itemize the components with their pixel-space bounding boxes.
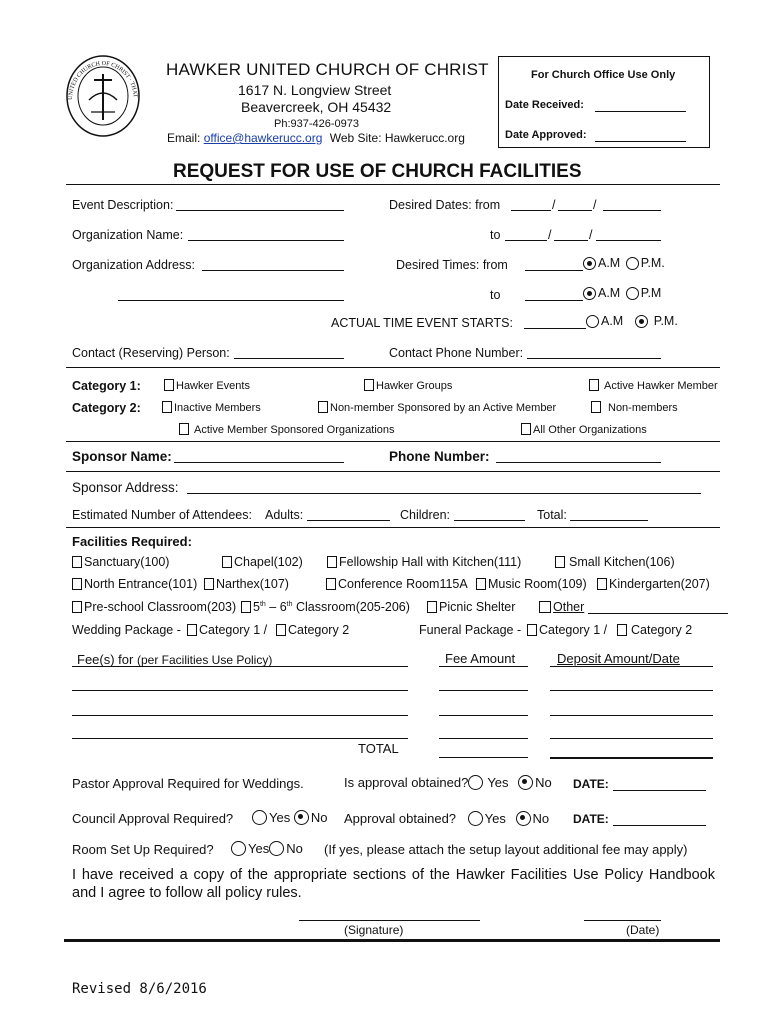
signature-label: (Signature) (344, 923, 404, 937)
date-from-year[interactable] (603, 210, 661, 211)
date-to-day[interactable] (554, 240, 588, 241)
facility-sanctuary[interactable] (72, 555, 169, 569)
checkbox[interactable] (179, 423, 189, 435)
facility-music[interactable] (476, 577, 587, 591)
contact-phone-field[interactable] (527, 358, 661, 359)
funeral-package-label: Funeral Package - (419, 623, 522, 637)
cat-all-other-orgs[interactable] (521, 423, 647, 436)
superscript: th (259, 600, 266, 608)
facility-small-kitchen[interactable] (555, 555, 675, 569)
cat-active-member-orgs[interactable] (179, 423, 395, 436)
checkbox[interactable] (539, 601, 551, 613)
cat-inactive-members[interactable] (162, 401, 261, 414)
date-label: (Date) (626, 923, 660, 937)
option-label: All Other Organizations (533, 424, 647, 436)
time-to-pm-radio[interactable] (626, 287, 639, 300)
checkbox[interactable] (589, 379, 599, 391)
fees-for-text: Fee(s) for (77, 652, 134, 667)
council-required (252, 810, 327, 825)
room-setup-label: Room Set Up Required? (72, 842, 214, 857)
church-name: HAWKER UNITED CHURCH OF CHRIST (166, 60, 489, 79)
option-label: Chapel(102) (234, 555, 303, 569)
pastor-date-field[interactable] (613, 790, 706, 791)
org-address-label: Organization Address: (72, 258, 195, 272)
pastor-date-label: DATE: (573, 777, 609, 791)
fees-for-header-line (72, 666, 408, 667)
checkbox[interactable] (204, 578, 214, 590)
checkbox[interactable] (527, 624, 537, 636)
title-underline (66, 184, 720, 185)
section-divider-2 (66, 441, 720, 442)
date-field[interactable] (584, 920, 661, 921)
category-1-label: Category 1: (72, 379, 141, 393)
superscript: th (286, 600, 293, 608)
option-label: Non-member Sponsored by an Active Member (330, 402, 557, 414)
fee-row-1-amount[interactable] (439, 690, 528, 691)
pastor-no-radio[interactable] (518, 775, 533, 790)
total-label: Total: (537, 508, 567, 522)
facility-picnic[interactable] (427, 600, 515, 614)
total-field[interactable] (570, 520, 648, 521)
option-label: Classroom(205-206) (292, 600, 410, 614)
date-approved-field[interactable] (595, 141, 686, 142)
org-name-field[interactable] (188, 240, 344, 241)
time-to-ampm (583, 286, 661, 300)
checkbox[interactable] (241, 601, 251, 613)
other-field[interactable] (588, 613, 728, 614)
option-label: Non-members (608, 402, 678, 414)
option-label: – 6 (265, 600, 287, 614)
option-label: Conference Room115A (338, 577, 468, 591)
fee-row-2-desc[interactable] (72, 715, 408, 716)
wedding-cat2[interactable] (276, 623, 349, 637)
signature-field[interactable] (299, 920, 480, 921)
sponsor-name-label: Sponsor Name: (72, 449, 172, 464)
contact-phone-label: Contact Phone Number: (389, 346, 524, 360)
event-description-label: Event Description: (72, 198, 174, 212)
cat-non-members[interactable] (591, 401, 678, 414)
pm-label: P.M. (653, 314, 678, 328)
cat-active-member[interactable] (589, 379, 718, 392)
contact-person-label: Contact (Reserving) Person: (72, 346, 230, 360)
checkbox[interactable] (617, 624, 627, 636)
children-label: Children: (400, 508, 451, 522)
option-label: Music Room(109) (488, 577, 587, 591)
church-city: Beavercreek, OH 45432 (241, 99, 392, 115)
council-approval-label: Council Approval Required? (72, 811, 234, 826)
dates-to-label: to (490, 228, 501, 242)
sponsor-address-label: Sponsor Address: (72, 480, 179, 495)
sponsor-address-field[interactable] (187, 493, 701, 494)
section-divider-4 (66, 527, 720, 528)
funeral-cat2[interactable] (617, 623, 692, 637)
pastor-yes-radio[interactable] (468, 775, 483, 790)
actual-start-label: ACTUAL TIME EVENT STARTS: (331, 316, 513, 330)
fees-total-deposit[interactable] (550, 757, 713, 759)
council-obtained-yes-radio[interactable] (468, 811, 483, 826)
setup-no-radio[interactable] (269, 841, 284, 856)
approval-obtained-label: Approval obtained? (344, 811, 457, 826)
deposit-header-line (550, 666, 713, 667)
yes-label: Yes (248, 841, 270, 856)
actual-am-radio[interactable] (586, 315, 599, 328)
fee-amount-header: Fee Amount (445, 651, 516, 666)
yes-label: Yes (487, 775, 509, 790)
no-label: No (286, 841, 303, 856)
date-received-field[interactable] (595, 111, 686, 112)
deposit-header: Deposit Amount/Date (557, 651, 680, 666)
email-link[interactable]: office@hawkerucc.org (203, 131, 323, 145)
pm-label: P.M (640, 286, 662, 300)
checkbox[interactable] (72, 578, 82, 590)
fee-row-3-desc[interactable] (72, 738, 408, 739)
option-label: North Entrance(101) (84, 577, 198, 591)
date-slash-4: / (589, 228, 593, 242)
web-label: Web Site: (329, 131, 382, 145)
facility-other[interactable] (539, 600, 584, 614)
council-yes-radio[interactable] (252, 810, 267, 825)
am-label: A.M (598, 256, 621, 270)
facility-fellowship[interactable] (327, 555, 521, 569)
date-received-label: Date Received: (505, 99, 584, 111)
option-label: Hawker Events (176, 380, 250, 392)
checkbox[interactable] (327, 556, 337, 568)
fees-policy-text: (per Facilities Use Policy) (136, 653, 273, 667)
facility-preschool[interactable] (72, 600, 236, 614)
sponsor-name-field[interactable] (174, 462, 344, 463)
section-divider-3 (66, 471, 720, 472)
time-from-am-radio[interactable] (583, 257, 596, 270)
time-to-field[interactable] (525, 300, 583, 301)
am-label: A.M (601, 314, 624, 328)
fee-row-1-desc[interactable] (72, 690, 408, 691)
fee-amount-header-line (439, 666, 528, 667)
fee-row-3-amount[interactable] (439, 738, 528, 739)
option-label: Active Member Sponsored Organizations (194, 424, 395, 436)
contact-line (167, 131, 465, 145)
date-from-day[interactable] (558, 210, 592, 211)
option-label: Hawker Groups (376, 380, 453, 392)
fee-row-2-amount[interactable] (439, 715, 528, 716)
times-to-label: to (490, 288, 501, 302)
no-label: No (535, 775, 552, 790)
email-label: Email: (167, 131, 201, 145)
checkbox[interactable] (427, 601, 437, 613)
fees-total-amount[interactable] (439, 757, 528, 758)
facility-narthex[interactable] (204, 577, 289, 591)
org-address-field-1[interactable] (202, 270, 344, 271)
option-label: 5 (253, 600, 260, 614)
checkbox[interactable] (476, 578, 486, 590)
checkbox[interactable] (72, 601, 82, 613)
room-setup-options (231, 841, 303, 856)
cat-nonmember-sponsored[interactable] (318, 401, 556, 414)
section-divider-1 (66, 367, 720, 368)
council-obtained-no-radio[interactable] (516, 811, 531, 826)
yes-label: Yes (269, 810, 291, 825)
fee-row-2-deposit[interactable] (550, 715, 713, 716)
actual-start-ampm (586, 314, 678, 328)
option-label: Fellowship Hall with Kitchen(111) (339, 555, 522, 569)
church-phone: Ph:937-426-0973 (274, 118, 360, 130)
checkbox[interactable] (187, 624, 197, 636)
setup-note: (If yes, please attach the setup layout additional fee may apply) (324, 842, 688, 857)
church-seal (64, 54, 142, 138)
council-obtained (344, 811, 549, 826)
fee-row-3-deposit[interactable] (550, 738, 713, 739)
facility-conference[interactable] (326, 577, 468, 591)
attendees-label: Estimated Number of Attendees: (72, 508, 252, 522)
checkbox[interactable] (597, 578, 607, 590)
church-street: 1617 N. Longview Street (238, 82, 392, 98)
checkbox[interactable] (276, 624, 286, 636)
org-address-field-2[interactable] (118, 300, 344, 301)
time-to-am-radio[interactable] (583, 287, 596, 300)
fees-for-label (77, 652, 272, 667)
adults-label: Adults: (265, 508, 304, 522)
council-date-label: DATE: (573, 812, 609, 826)
facilities-heading: Facilities Required: (72, 534, 192, 549)
agreement-text: I have received a copy of the appropriate sections of the Hawker Facilities Use Policy Handbook and I agree to follow all policy rules. (72, 867, 715, 901)
bottom-rule (64, 939, 720, 942)
yes-label: Yes (484, 811, 506, 826)
am-label: A.M (598, 286, 621, 300)
facility-kindergarten[interactable] (597, 577, 710, 591)
org-name-label: Organization Name: (72, 228, 184, 242)
date-slash-1: / (552, 198, 556, 212)
facility-north-entrance[interactable] (72, 577, 197, 591)
option-label: Inactive Members (174, 402, 261, 414)
checkbox[interactable] (364, 379, 374, 391)
sponsor-phone-label: Phone Number: (389, 449, 490, 464)
funeral-cat1[interactable] (527, 623, 607, 637)
event-description-field[interactable] (176, 210, 344, 211)
dates-from-label: Desired Dates: from (389, 198, 501, 212)
wedding-cat1[interactable] (187, 623, 267, 637)
pastor-obtained (344, 775, 552, 790)
actual-pm-radio[interactable] (635, 315, 648, 328)
web-value: Hawkerucc.org (384, 131, 465, 145)
option-label: Kindergarten(207) (609, 577, 710, 591)
fee-row-1-deposit[interactable] (550, 690, 713, 691)
facility-chapel[interactable] (222, 555, 303, 569)
pm-label: P.M. (640, 256, 665, 270)
category-2-label: Category 2: (72, 401, 141, 415)
checkbox[interactable] (521, 423, 531, 435)
actual-start-field[interactable] (524, 328, 586, 329)
date-slash-2: / (593, 198, 597, 212)
wedding-package-label: Wedding Package - (72, 623, 181, 637)
cat-hawker-events[interactable] (164, 379, 250, 392)
adults-field[interactable] (307, 520, 390, 521)
option-label: Picnic Shelter (439, 600, 516, 614)
cat-hawker-groups[interactable] (364, 379, 452, 392)
council-no-radio[interactable] (294, 810, 309, 825)
option-label: Small Kitchen(106) (569, 555, 675, 569)
date-to-year[interactable] (596, 240, 661, 241)
is-obtained-label: Is approval obtained? (344, 775, 469, 790)
time-from-ampm (583, 256, 665, 270)
option-label: Other (553, 600, 585, 614)
date-slash-3: / (548, 228, 552, 242)
time-from-field[interactable] (525, 270, 583, 271)
council-date-field[interactable] (613, 825, 706, 826)
times-from-label: Desired Times: from (396, 258, 508, 272)
form-title: REQUEST FOR USE OF CHURCH FACILITIES (173, 161, 582, 182)
option-label: Active Hawker Member (604, 380, 718, 392)
checkbox[interactable] (164, 379, 174, 391)
date-approved-label: Date Approved: (505, 129, 587, 141)
pastor-approval-label: Pastor Approval Required for Weddings. (72, 776, 304, 791)
checkbox[interactable] (162, 401, 172, 413)
office-use-title: For Church Office Use Only (531, 69, 676, 81)
time-from-pm-radio[interactable] (626, 257, 639, 270)
checkbox[interactable] (222, 556, 232, 568)
facility-classroom-5-6[interactable] (241, 600, 410, 614)
revised-date: Revised 8/6/2016 (72, 981, 207, 997)
date-from-month[interactable] (511, 210, 551, 211)
seal-text: UNITED CHURCH OF CHRIST · THAT (67, 60, 138, 101)
option-label: Sanctuary(100) (84, 555, 170, 569)
children-field[interactable] (454, 520, 525, 521)
contact-person-field[interactable] (234, 358, 344, 359)
option-label: Category 1 / (539, 623, 608, 637)
fees-total-label: TOTAL (358, 741, 399, 756)
option-label: Category 2 (631, 623, 693, 637)
option-label: Category 1 / (199, 623, 268, 637)
no-label: No (532, 811, 550, 826)
checkbox[interactable] (318, 401, 328, 413)
option-label: Narthex(107) (216, 577, 289, 591)
option-label: Pre-school Classroom(203) (84, 600, 237, 614)
checkbox[interactable] (555, 556, 565, 568)
sponsor-phone-field[interactable] (496, 462, 661, 463)
option-label: Category 2 (288, 623, 350, 637)
checkbox[interactable] (326, 578, 336, 590)
setup-yes-radio[interactable] (231, 841, 246, 856)
no-label: No (310, 810, 328, 825)
date-to-month[interactable] (505, 240, 547, 241)
checkbox[interactable] (72, 556, 82, 568)
checkbox[interactable] (591, 401, 601, 413)
office-use-box (498, 56, 710, 148)
